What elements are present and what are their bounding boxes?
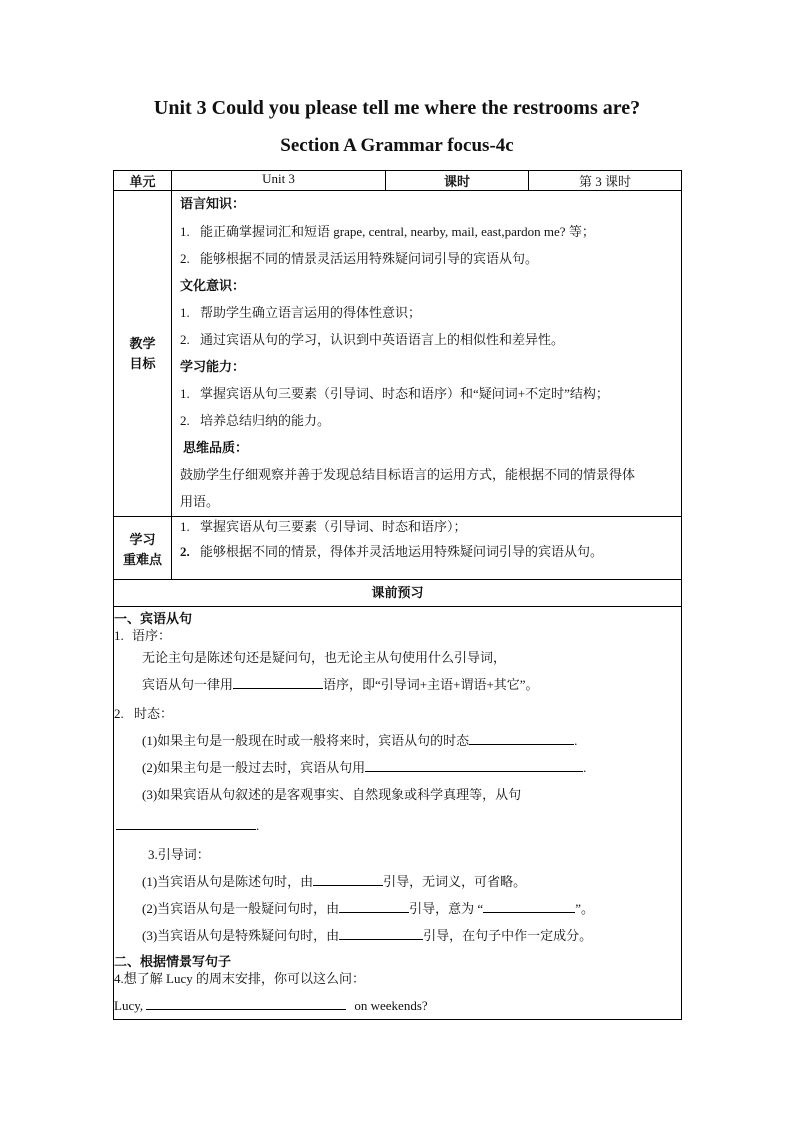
culture-item-1 <box>172 299 681 326</box>
objectives-label-line1: 教学 <box>129 335 156 351</box>
item-number: 1. <box>180 386 190 401</box>
p2-item-c: (3)如果宾语从句叙述的是客观事实、自然现象或科学真理等，从句 <box>142 787 522 802</box>
fill-blank[interactable] <box>469 730 574 745</box>
key-point-2 <box>172 539 681 579</box>
unit-label: 单元 <box>114 171 172 191</box>
item-label: 语序： <box>132 628 172 643</box>
preview-title-row <box>114 580 682 607</box>
text: . <box>574 733 578 748</box>
key-points-label <box>114 517 172 580</box>
item-number: 1. <box>180 519 190 534</box>
culture-item-2 <box>172 326 681 353</box>
text: . <box>583 760 587 775</box>
key-point-1 <box>172 517 681 539</box>
thinking-text-line2: 用语。 <box>180 494 220 509</box>
fill-blank[interactable] <box>233 674 323 689</box>
p2-item-c-blank-line <box>114 812 681 839</box>
q4-prompt: 4.想了解 Lucy 的周末安排，你可以这么问： <box>114 971 365 986</box>
preview-content <box>114 607 682 1020</box>
p1-text-line2 <box>114 671 681 698</box>
q4-answer-line <box>114 992 681 1019</box>
text: (1)当宾语从句是陈述句时，由 <box>142 874 314 889</box>
lang-item-1 <box>172 218 681 245</box>
p1-heading <box>114 627 681 644</box>
objectives-row <box>114 191 682 517</box>
item-text: 帮助学生确立语言运用的得体性意识； <box>200 305 422 320</box>
item-text: 掌握宾语从句三要素（引导词、时态和语序）和“疑问词+不定时”结构； <box>200 386 609 401</box>
item-number: 2. <box>180 251 190 266</box>
preview-title: 课前预习 <box>114 580 682 607</box>
item-text: 通过宾语从句的学习，认识到中英语语言上的相似性和差异性。 <box>200 332 565 347</box>
ability-item-1 <box>172 380 681 407</box>
fill-blank[interactable] <box>483 898 575 913</box>
culture-title: 文化意识： <box>180 278 246 293</box>
fill-blank[interactable] <box>339 925 423 940</box>
lang-title: 语言知识： <box>180 196 246 211</box>
p3-item-a <box>114 868 681 895</box>
preview-content-row <box>114 607 682 1020</box>
period-value: 第 3 课时 <box>529 171 682 191</box>
objectives-label <box>114 191 172 517</box>
ability-title: 学习能力： <box>180 359 246 374</box>
item-text: 培养总结归纳的能力。 <box>200 413 331 428</box>
item-text: 能够根据不同的情景，得体并灵活地运用特殊疑问词引导的宾语从句。 <box>200 544 604 559</box>
item-label: 时态： <box>134 706 174 721</box>
text: (2)当宾语从句是一般疑问句时，由 <box>142 901 340 916</box>
part1-title: 一、宾语从句 <box>114 611 193 626</box>
text: on weekends? <box>354 998 428 1013</box>
item-number: 1. <box>180 224 190 239</box>
item-text: 能正确掌握词汇和短语 grape, central, nearby, mail, east,pardon me? 等； <box>200 224 595 239</box>
item-number: 2. <box>180 413 190 428</box>
key-points-label-line1: 学习 <box>129 532 156 547</box>
key-points-label-line2: 重难点 <box>122 552 162 567</box>
item-number: 2. <box>114 706 124 721</box>
text: 引导，在句子中作一定成分。 <box>423 928 593 943</box>
p2-item-b <box>114 754 681 781</box>
p3-heading: 3.引导词： <box>148 847 210 862</box>
document-subtitle: Section A Grammar focus-4c <box>280 135 514 156</box>
text: 引导，无词义，可省略。 <box>383 874 527 889</box>
p1-text-line1: 无论主句是陈述句还是疑问句，也无论主从句使用什么引导词， <box>142 650 507 665</box>
fill-blank[interactable] <box>313 871 383 886</box>
fill-blank[interactable] <box>146 995 346 1010</box>
part2-title: 二、根据情景写句子 <box>114 954 232 969</box>
text: (3)当宾语从句是特殊疑问句时，由 <box>142 928 340 943</box>
item-number: 1. <box>114 628 124 643</box>
text: 引导，意为 “ <box>409 901 484 916</box>
item-text: 掌握宾语从句三要素（引导词、时态和语序）； <box>200 519 467 534</box>
fill-blank[interactable] <box>116 815 256 830</box>
lang-item-2 <box>172 245 681 272</box>
text: (1)如果主句是一般现在时或一般将来时，宾语从句的时态 <box>142 733 470 748</box>
objectives-label-line2: 目标 <box>129 355 156 371</box>
document-title: Unit 3 Could you please tell me where the restrooms are? <box>153 97 641 119</box>
text: Lucy, <box>114 998 144 1013</box>
item-number: 1. <box>180 305 190 320</box>
item-text: 能够根据不同的情景灵活运用特殊疑问词引导的宾语从句。 <box>200 251 539 266</box>
item-number: 2. <box>180 544 190 559</box>
p3-item-c <box>114 922 681 949</box>
p3-item-b <box>114 895 681 922</box>
item-number: 2. <box>180 332 190 347</box>
text: 语序，即“引导词+主语+谓语+其它”。 <box>323 677 539 692</box>
text: ”。 <box>575 901 594 916</box>
period-label: 课时 <box>386 171 529 191</box>
text: . <box>256 818 260 833</box>
p2-item-a <box>114 727 681 754</box>
text: 宾语从句一律用 <box>142 677 234 692</box>
objectives-content <box>172 191 682 517</box>
unit-value: Unit 3 <box>172 171 386 191</box>
header-row <box>114 171 682 191</box>
ability-item-2 <box>172 407 681 434</box>
thinking-text-line1: 鼓励学生仔细观察并善于发现总结目标语言的运用方式，能根据不同的情景得体 <box>180 467 636 482</box>
lesson-plan-table <box>113 170 682 1020</box>
fill-blank[interactable] <box>365 757 583 772</box>
fill-blank[interactable] <box>339 898 409 913</box>
key-points-row <box>114 517 682 580</box>
text: (2)如果主句是一般过去时，宾语从句用 <box>142 760 366 775</box>
key-points-content <box>172 517 682 580</box>
thinking-title: 思维品质： <box>183 440 249 455</box>
p2-heading <box>114 700 681 727</box>
